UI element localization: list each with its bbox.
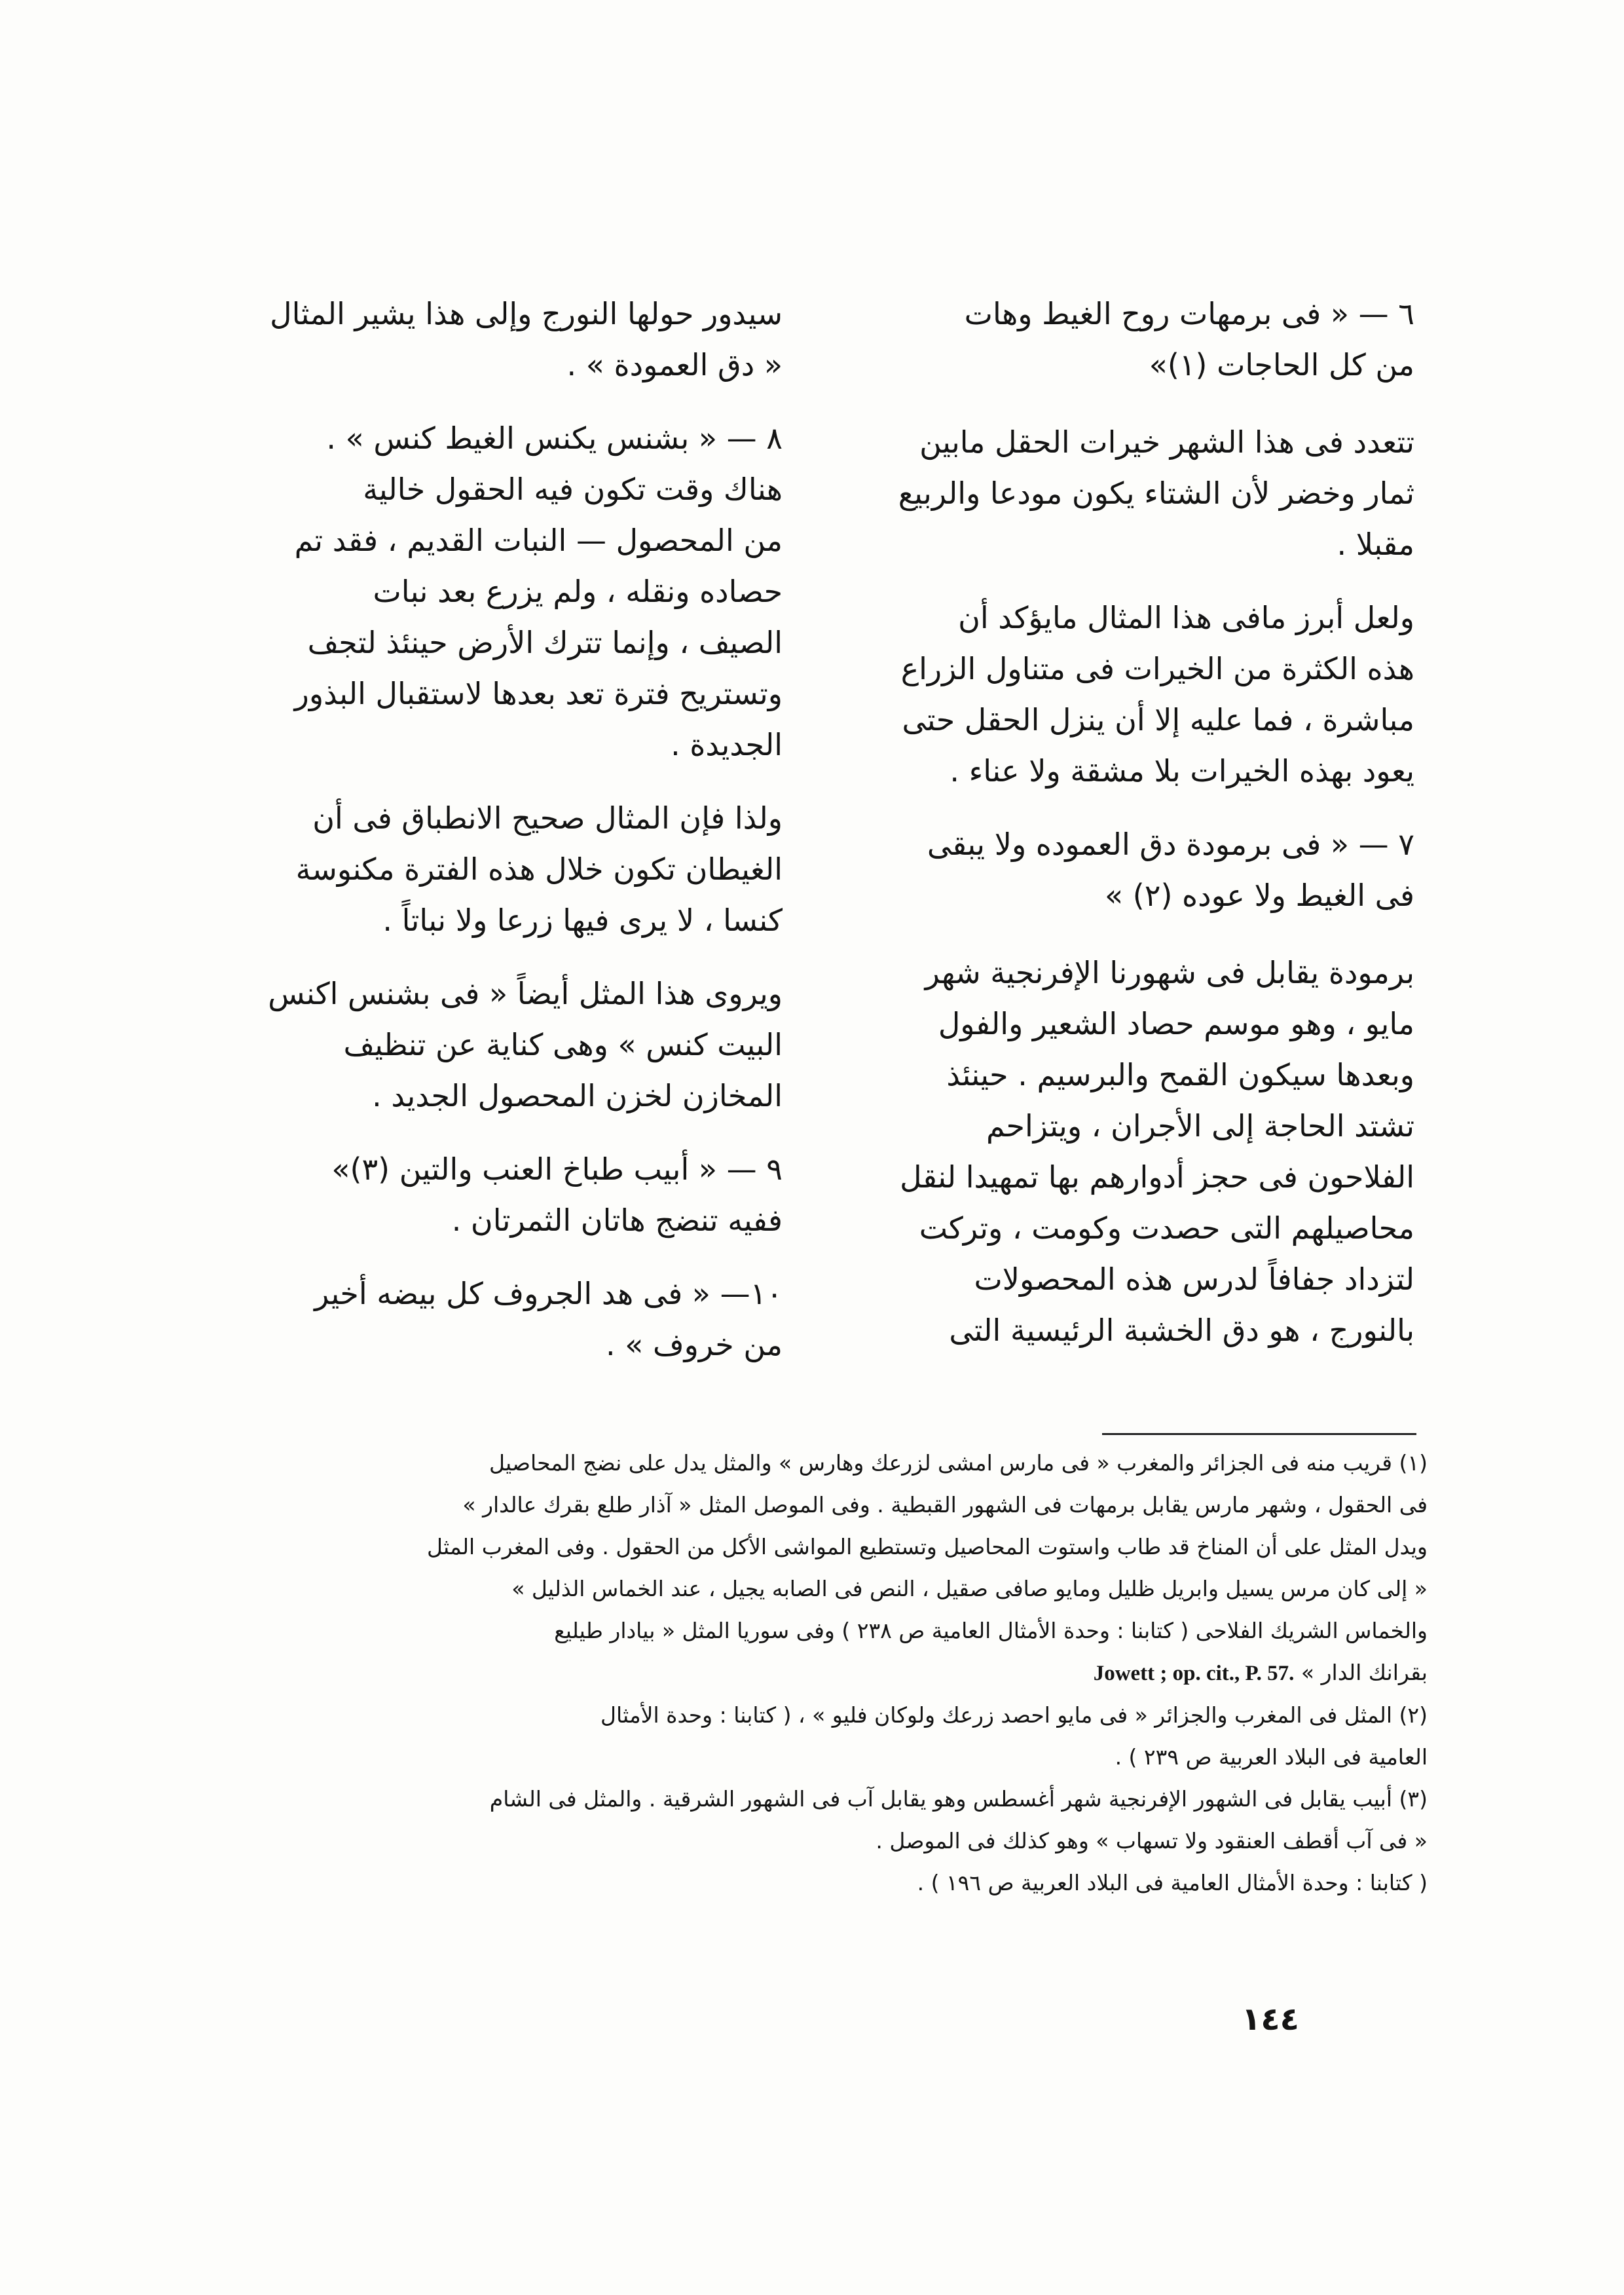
proverb-9: ٩ — « أبيب طباخ العنب والتين (٣)» ففيه تنضج هاتان الثمرتان . (331, 1151, 783, 1238)
left-text-column (219, 288, 783, 1392)
footnote-2: (٢) المثل فى المغرب والجزائر « فى مايو احصد زرعك ولوكان فليو » ، ( كتابنا : وحدة الأمثال العامية فى البلاد العربية ص ٢٣٩ ) . (600, 1702, 1428, 1770)
footnotes (262, 1444, 1428, 1906)
proverb-6: ٦ — « فى برمهات روح الغيط وهات من كل الحاجات (١)» (964, 296, 1414, 382)
paragraph-6b: ولعل أبرز مافى هذا المثال مايؤكد أن هذه الكثرة من الخيرات فى متناول الزراع مباشرة ، فما عليه إلا أن ينزل الحقل حتى يعود بهذه الخيرات بلا مشقة ولا عناء . (900, 600, 1414, 789)
citation-latin: Jowett ; op. cit., P. 57. (1093, 1662, 1295, 1685)
paragraph-8b: ولذا فإن المثال صحيح الانطباق فى أن الغيطان تكون خلال هذه الفترة مكنوسة كنسا ، لا يرى فيها زرعا ولا نباتاً . (295, 800, 783, 938)
proverb-10: ١٠— « فى هد الجروف كل بيضه أخير من خروف » . (314, 1276, 783, 1362)
paragraph-7-continued: سيدور حولها النورج وإلى هذا يشير المثال « دق العمودة » . (270, 296, 783, 382)
page-number: ١٤٤ (1242, 2001, 1299, 2038)
proverb-8: ٨ — « بشنس يكنس الغيط كنس » . (326, 420, 783, 456)
paragraph-8: هناك وقت تكون فيه الحقول خالية من المحصول — النبات القديم ، فقد تم حصاده ونقله ، ولم يزرع بعد نبات الصيف ، وإنما تترك الأرض حينئذ لتجف وتستريح فترة تعد بعدها لاستقبال البذور الجديدة . (294, 472, 783, 762)
footnote-3: (٣) أبيب يقابل فى الشهور الإفرنجية شهر أغسطس وهو يقابل آب فى الشهور الشرقية . والمثل فى الشام « فى آب أقطف العنقود ولا تسهاب » وهو كذلك فى الموصل . ( كتابنا : وحدة الأمثال العامية فى البلاد العربية ص ١٩٦ ) . (489, 1786, 1428, 1895)
proverb-7: ٧ — « فى برمودة دق العموده ولا يبقى فى الغيط ولا عوده (٢) » (927, 827, 1414, 913)
paragraph-7: برمودة يقابل فى شهورنا الإفرنجية شهر مايو ، وهو موسم حصاد الشعير والفول وبعدها سيكون القمح والبرسيم . حينئذ تشتد الحاجة إلى الأجران ، ويتزاحم الفلاحون فى حجز أدوارهم بها تمهيدا لنقل محاصيلهم التى حصدت وكومت ، وتركت لتزداد جفافاً لدرس هذه المحصولات بالنورج ، هو دق الخشبة الرئيسية التى (900, 955, 1414, 1348)
right-text-column (851, 288, 1414, 1378)
paragraph-8c: ويروى هذا المثل أيضاً « فى بشنس اكنس البيت كنس » وهى كناية عن تنظيف المخازن لخزن المحصول الجديد . (268, 976, 783, 1113)
footnote-1: (١) قريب منه فى الجزائر والمغرب « فى مارس امشى لزرعك وهارس » والمثل يدل على نضج المحاصيل فى الحقول ، وشهر مارس يقابل برمهات فى الشهور القبطية . وفى الموصل المثل « آذار طلع بقرك عالدار » ويدل المثل على أن المناخ قد طاب واستوت المحاصيل وتستطيع المواشى الأكل من الحقول . وفى المغرب المثل « إلى كان مرس يسيل وابريل ظليل ومايو صافى صقيل ، النص فى الصابه يجيل ، عند الخماس الذليل » والخماس الشريك الفلاحى ( كتابنا : وحدة الأمثال العامية ص ٢٣٨ ) وفى سوريا المثل « بيادار طيليع بقرانك الدار » Jowett ; op. cit., P. 57. (426, 1450, 1428, 1685)
footnote-divider (1102, 1433, 1416, 1435)
paragraph-6: تتعدد فى هذا الشهر خيرات الحقل مابين ثمار وخضر لأن الشتاء يكون مودعا والربيع مقبلا . (898, 424, 1414, 562)
